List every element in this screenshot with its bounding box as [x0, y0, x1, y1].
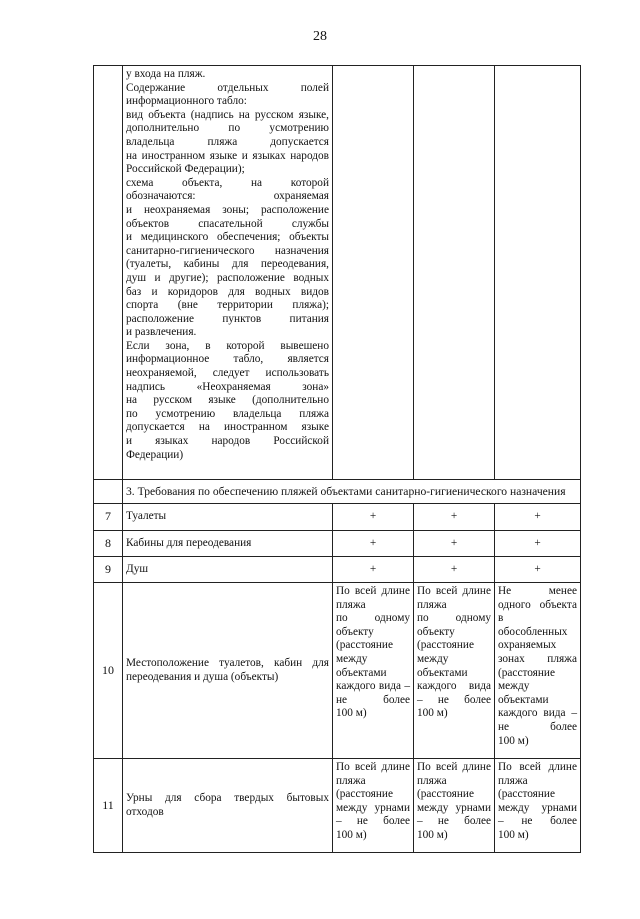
value-line: объекту [417, 625, 455, 638]
value-line: обособленных [498, 625, 568, 638]
value-line: Не менее [498, 585, 577, 597]
table-row-11 [94, 759, 581, 853]
value-line: 100 м) [417, 828, 448, 841]
row-number: 9 [94, 557, 123, 583]
value-line: не более [336, 693, 410, 706]
value-line: (расстояние [498, 666, 555, 679]
value-line: По всей длине [498, 761, 577, 773]
value-line: (расстояние [417, 639, 474, 652]
continuation-line: санитарно-гигиенического назначения [126, 244, 329, 257]
row-value [495, 583, 581, 759]
row-value [414, 759, 495, 853]
value-line: По всей длине [336, 761, 410, 773]
cell-num-empty [94, 66, 123, 480]
value-line: объектами [498, 693, 549, 706]
row-value [414, 583, 495, 759]
section-header-row [94, 480, 581, 504]
value-line: пляжа [498, 774, 528, 787]
value-line: между урнами [336, 801, 410, 814]
value-line: каждого вида – [498, 707, 577, 720]
continuation-line: обозначаются: охраняемая [126, 190, 329, 203]
value-line: зонах пляжа [498, 652, 577, 665]
row-value: + [414, 504, 495, 531]
continuation-line: по усмотрению владельца пляжа [126, 407, 329, 420]
continuation-line: у входа на пляж. [126, 68, 206, 80]
value-line: – не более [417, 693, 491, 706]
cell-num-empty [94, 480, 123, 504]
value-line: пляжа [336, 598, 366, 611]
row-value: + [414, 557, 495, 583]
row-value: + [495, 531, 581, 557]
continuation-line: (туалеты, кабины для переодевания, [126, 258, 329, 271]
value-line: каждого вида – [336, 680, 410, 693]
row-value [333, 583, 414, 759]
continuation-line: и языках народов Российской [126, 435, 329, 448]
row-label: Душ [123, 557, 333, 583]
continuation-line: владельца пляжа допускается [126, 135, 329, 148]
row-number: 11 [94, 759, 123, 853]
continuation-line: Содержание отдельных полей [126, 81, 329, 94]
value-line: По всей длине [336, 585, 410, 597]
cell-empty [333, 66, 414, 480]
value-line: между урнами [417, 801, 491, 814]
continuation-line: расположение пунктов питания [126, 312, 329, 325]
continuation-line: Федерации) [126, 448, 184, 461]
value-line: пляжа [417, 598, 447, 611]
value-line: в [498, 612, 504, 625]
value-line: 100 м) [336, 707, 367, 720]
value-line: – не более [336, 815, 410, 828]
continuation-line: на иностранном языке и языках народов [126, 149, 329, 162]
value-line: 100 м) [417, 707, 448, 720]
value-line: объектами [417, 666, 468, 679]
table-row-10 [94, 583, 581, 759]
row-label: Кабины для переодевания [123, 531, 333, 557]
value-line: не более [498, 720, 577, 733]
row-label: Туалеты [123, 504, 333, 531]
row-value [333, 759, 414, 853]
cell-empty [495, 66, 581, 480]
value-line: (расстояние [336, 639, 393, 652]
continuation-line: информационного табло: [126, 95, 247, 108]
row-value: + [333, 557, 414, 583]
section-title: 3. Требования по обеспечению пляжей объектами санитарно-гигиенического назначения [123, 480, 581, 504]
value-line: между [336, 652, 368, 665]
continuation-line: и развлечения. [126, 326, 197, 339]
continuation-line: и медицинского обеспечения; объекты [126, 231, 329, 244]
value-line: По всей длине [417, 585, 491, 597]
value-line: между [417, 652, 449, 665]
row-number: 10 [94, 583, 123, 759]
table-row [94, 531, 581, 557]
continuation-line: схема объекта, на которой [126, 176, 329, 189]
table-row-continuation [94, 66, 581, 480]
value-line: охраняемых [498, 639, 557, 652]
value-line: пляжа [336, 774, 366, 787]
continuation-line: Российской Федерации); [126, 163, 245, 176]
value-line: объекту [336, 625, 374, 638]
continuation-line: Если зона, в которой вывешено [126, 339, 329, 352]
value-line: – не более [498, 815, 577, 828]
continuation-line: информационное табло, является [126, 353, 329, 366]
continuation-line: баз и коридоров для водных видов [126, 285, 329, 298]
continuation-line: спорта (вне территории пляжа); [126, 299, 329, 312]
row-value: + [495, 504, 581, 531]
value-line: по одному [336, 612, 410, 625]
value-line: (расстояние [498, 788, 555, 801]
row-value: + [333, 504, 414, 531]
row-label: Местоположение туалетов, кабин для переодевания и душа (объекты) [123, 583, 333, 759]
table-row [94, 504, 581, 531]
value-line: По всей длине [417, 761, 491, 773]
value-line: между урнами [498, 801, 577, 814]
continuation-line: допускается на иностранном языке [126, 421, 329, 434]
row-number: 8 [94, 531, 123, 557]
row-value: + [333, 531, 414, 557]
continuation-line: душ и другие); расположение водных [126, 271, 329, 284]
row-number: 7 [94, 504, 123, 531]
value-line: – не более [417, 815, 491, 828]
row-value [495, 759, 581, 853]
row-value: + [414, 531, 495, 557]
row-value: + [495, 557, 581, 583]
value-line: 100 м) [336, 828, 367, 841]
continuation-text [123, 66, 333, 480]
continuation-line: дополнительно по усмотрению [126, 122, 329, 135]
cell-empty [414, 66, 495, 480]
requirements-table [93, 65, 581, 853]
value-line: по одному [417, 612, 491, 625]
value-line: (расстояние [336, 788, 393, 801]
table-row [94, 557, 581, 583]
page-number: 28 [313, 29, 327, 44]
value-line: одного объекта [498, 598, 577, 611]
value-line: объектами [336, 666, 387, 679]
value-line: пляжа [417, 774, 447, 787]
continuation-line: вид объекта (надпись на русском языке, [126, 108, 329, 121]
value-line: 100 м) [498, 828, 529, 841]
value-line: между [498, 680, 530, 693]
row-label: Урны для сбора твердых бытовых отходов [123, 759, 333, 853]
value-line: каждого вида [417, 680, 491, 693]
continuation-line: надпись «Неохраняемая зона» [126, 380, 329, 393]
value-line: 100 м) [498, 734, 529, 747]
continuation-line: неохраняемой, следует использовать [126, 367, 329, 380]
value-line: (расстояние [417, 788, 474, 801]
continuation-line: и неохраняемая зоны; расположение [126, 203, 329, 216]
continuation-line: на русском языке (дополнительно [126, 394, 329, 407]
continuation-line: объектов спасательной службы [126, 217, 329, 230]
